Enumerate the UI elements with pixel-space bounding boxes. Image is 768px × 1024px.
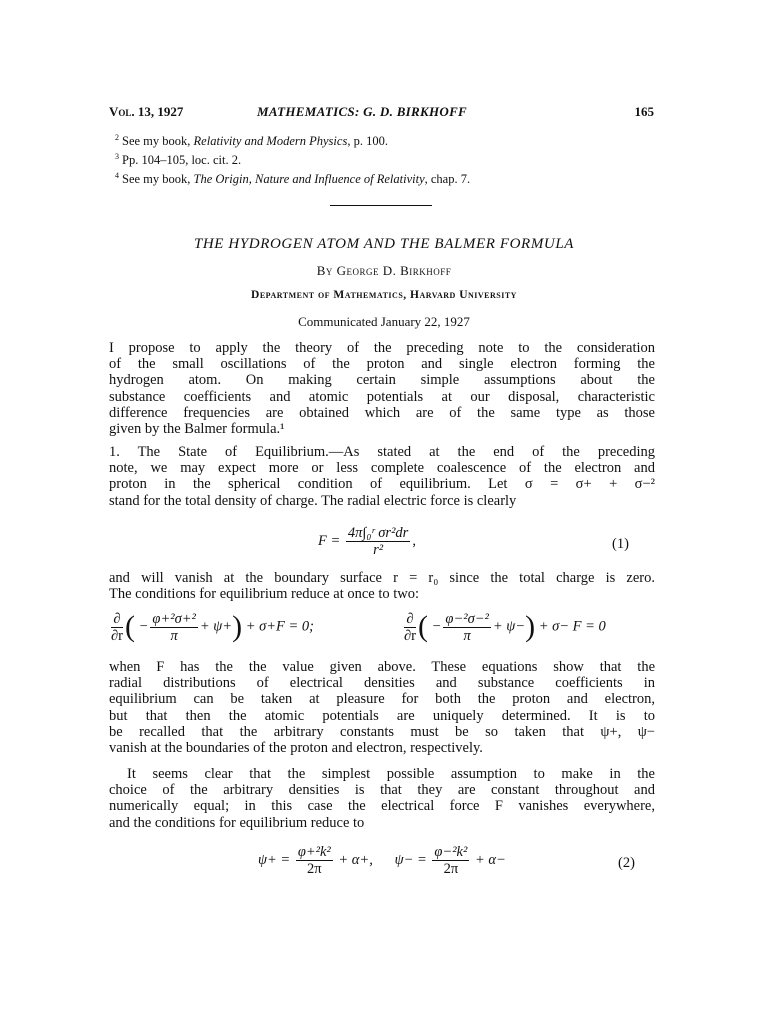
equation-number-2: (2) [618, 855, 635, 871]
text-line: given by the Balmer formula.¹ [109, 421, 285, 438]
text-line: stand for the total density of charge. The radial electric force is clearly [109, 492, 517, 509]
equation-1: F = $\frac{\text{4π∫₀ʳ σr²dr}}{\text{r²}}$ , [318, 525, 416, 558]
text-line: difference frequencies are obtained which are of the same type as those [109, 404, 655, 421]
footnote: $^3$ Pp. 104–105, loc. cit. 2. [115, 152, 242, 168]
text-line: substance coefficients and atomic potentials at our disposal, characteristic [109, 388, 655, 405]
article-author: By George D. Birkhoff [316, 263, 452, 278]
section-divider [330, 205, 432, 206]
text-line: but that then the atomic potentials are uniquely determined. It is to [109, 707, 655, 724]
volume-label: Vol. 13, 1927 [109, 104, 184, 119]
text-line: radial distributions of electrical densities and substance coefficients in [109, 675, 655, 692]
footnotes [115, 130, 470, 187]
equation-number-1: (1) [612, 536, 629, 552]
paragraph-boundary [109, 570, 655, 602]
footnote: $^2$ See my book, Relativity and Modern Physics, p. 100. [115, 133, 388, 149]
equilibrium-equation-electron: $\frac{\partial}{\partial r}$ ( − $\frac{\text{φ−²σ−²}}{\pi}$ + ψ−) + σ− F = 0 [404, 610, 606, 644]
equilibrium-equation-proton: $\frac{\partial}{\partial r}$ ( − $\frac{\text{φ+²σ+²}}{\pi}$ + ψ+) + σ+F = 0; [111, 610, 315, 644]
text-line: and will vanish at the boundary surface r = r₀ since the total charge is zero. [109, 570, 655, 586]
text-line: proton in the spherical condition of equilibrium. Let σ = σ+ + σ−² [109, 476, 655, 493]
journal-title: MATHEMATICS: G. D. BIRKHOFF [257, 104, 468, 119]
article-title: THE HYDROGEN ATOM AND THE BALMER FORMULA [193, 236, 575, 252]
text-line: equilibrium can be taken at pleasure for both the proton and electron, [109, 691, 655, 708]
paragraph-intro [109, 340, 655, 437]
footnote: $^4$ See my book, The Origin, Nature and Influence of Relativity, chap. 7. [115, 171, 471, 187]
text-line: vanish at the boundaries of the proton and electron, respectively. [109, 740, 483, 757]
text-line: 1. The State of Equilibrium.—As stated at the end of the preceding [109, 444, 655, 460]
text-line: and the conditions for equilibrium reduce to [109, 814, 365, 831]
paragraph-assumption [109, 766, 655, 831]
text-line: I propose to apply the theory of the preceding note to the consideration [109, 340, 655, 356]
text-line: hydrogen atom. On making certain simple assumptions about the [109, 372, 655, 389]
text-line: of the small oscillations of the proton and single electron forming the [109, 356, 655, 373]
text-line: numerically equal; in this case the electrical force F vanishes everywhere, [109, 798, 655, 815]
text-line: It seems clear that the simplest possible assumption to make in the [127, 766, 655, 782]
text-line: when F has the the value given above. These equations show that the [109, 659, 655, 675]
text-line: be recalled that the arbitrary constants must be so taken that ψ+, ψ− [109, 723, 655, 740]
author-affiliation: Department of Mathematics, Harvard University [251, 289, 517, 301]
running-head [109, 104, 654, 120]
paragraph-distributions [109, 659, 655, 756]
text-line: note, we may expect more or less complete coalescence of the electron and [109, 460, 655, 477]
paragraph-equilibrium [109, 444, 655, 509]
communicated-date: Communicated January 22, 1927 [298, 314, 470, 329]
page-number: 165 [634, 104, 654, 119]
equation-2: ψ+ = $\frac{\text{φ+²k²}}{2\pi}$ + α+, ψ− = $\frac{\text{φ−²k²}}{2\pi}$ + α− [258, 844, 506, 877]
text-line: The conditions for equilibrium reduce at once to two: [109, 586, 420, 603]
text-line: choice of the arbitrary densities is that they are constant throughout and [109, 782, 655, 799]
